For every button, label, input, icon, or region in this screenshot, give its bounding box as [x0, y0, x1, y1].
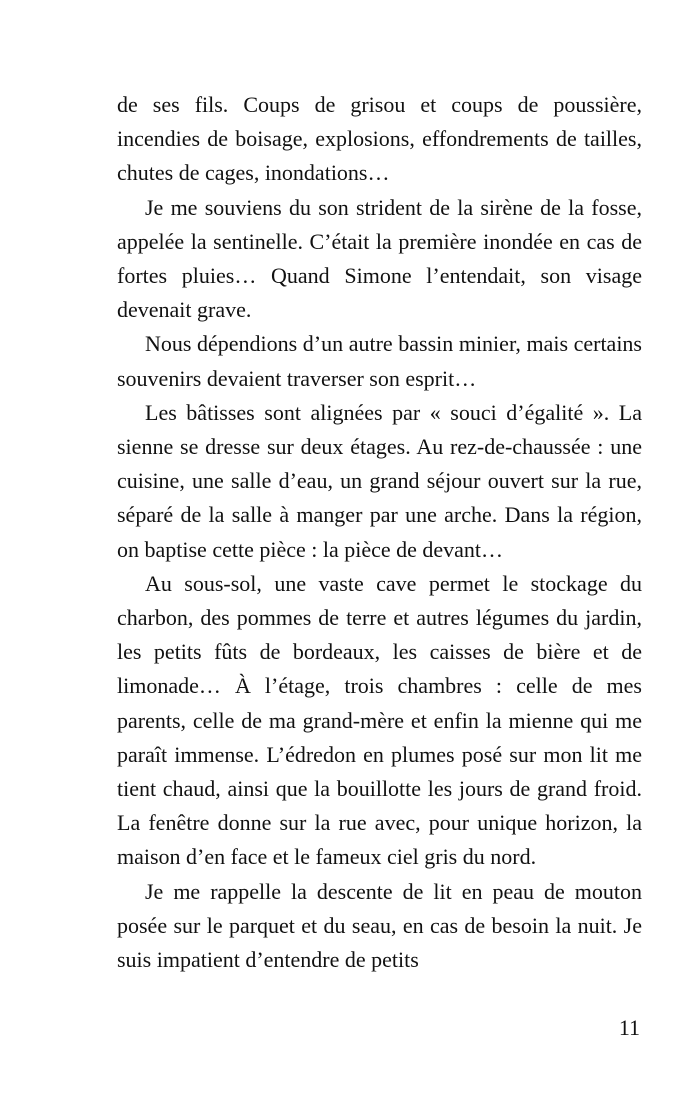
- paragraph-1: de ses fils. Coups de grisou et coups de poussière, incendies de boisage, explosions, effondrements de tailles, chutes de cages, inondations…: [117, 92, 642, 186]
- paragraph-5: Au sous-sol, une vaste cave permet le stockage du charbon, des pommes de terre et autres légumes du jardin, les petits fûts de bordeaux, les caisses de bière et de limonade… À l’étage, trois chambres : celle de mes parents, celle de ma grand-mère et enfin la mienne qui me paraît immense. L’édredon en plumes posé sur mon lit me tient chaud, ainsi que la bouillotte les jours de grand froid. La fenêtre donne sur la rue avec, pour unique horizon, la maison d’en face et le fameux ciel gris du nord.: [117, 570, 642, 870]
- paragraph-6: Je me rappelle la descente de lit en peau de mouton posée sur le parquet et du seau, en cas de besoin la nuit. Je suis impatient d’entendre de petits: [117, 878, 642, 973]
- page-number: 11: [618, 1015, 640, 1040]
- paragraph-3: Nous dépendions d’un autre bassin minier, mais certains souvenirs devaient traverser son esprit…: [117, 331, 642, 391]
- body-text: [117, 88, 642, 977]
- paragraph-2: Je me souviens du son strident de la sirène de la fosse, appelée la sentinelle. C’était la première inondée en cas de fortes pluies… Quand Simone l’entendait, son visage devenait grave.: [117, 194, 642, 323]
- paragraph-4: Les bâtisses sont alignées par « souci d’égalité ». La sienne se dresse sur deux étages. Au rez-de-chaussée : une cuisine, une salle d’eau, un grand séjour ouvert sur la rue, séparé de la salle à manger par une arche. Dans la région, on baptise cette pièce : la pièce de devant…: [117, 399, 642, 562]
